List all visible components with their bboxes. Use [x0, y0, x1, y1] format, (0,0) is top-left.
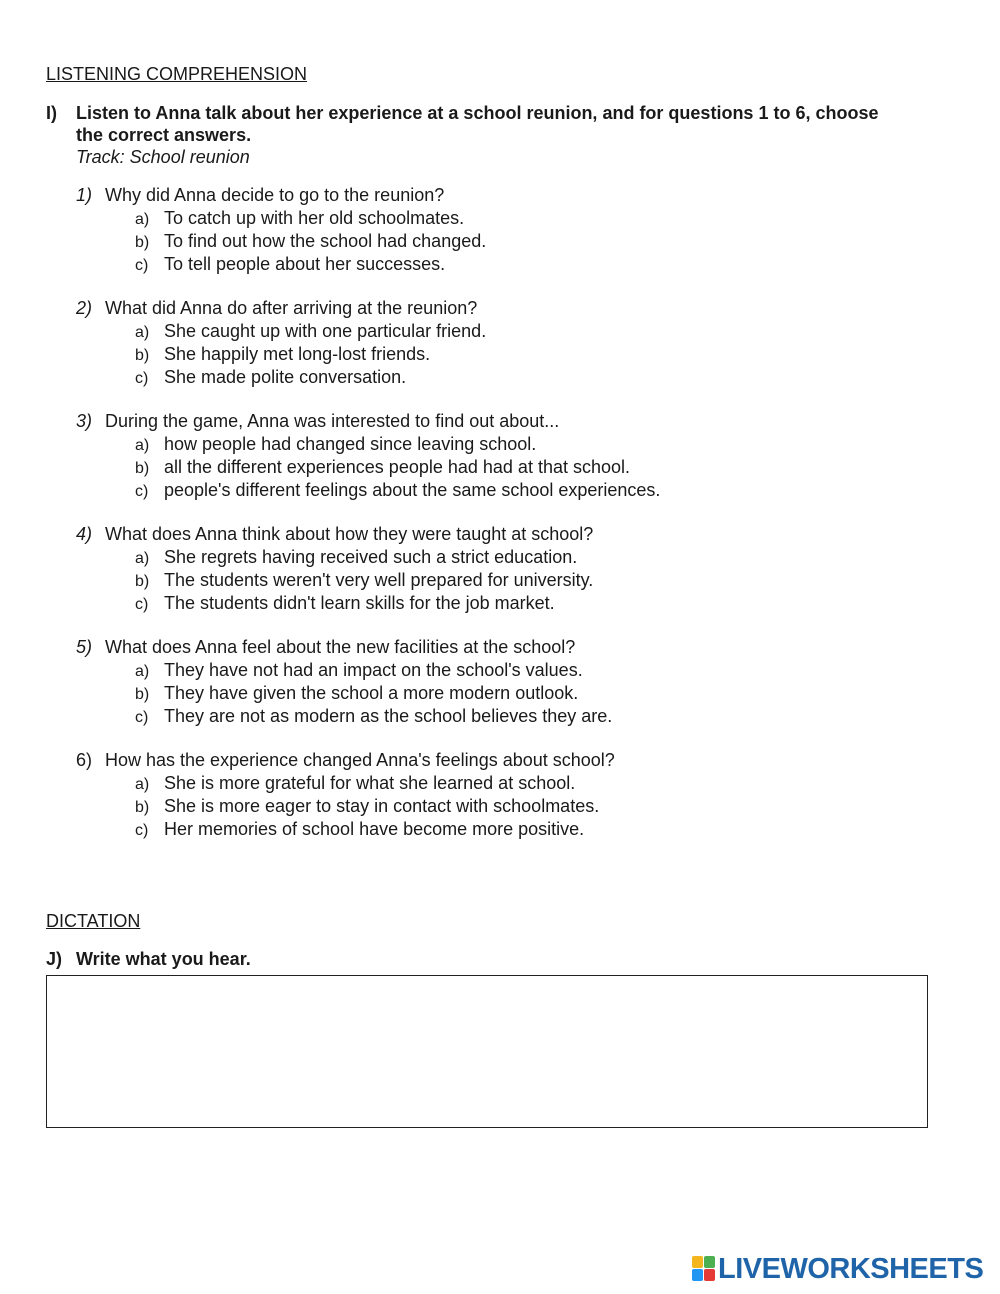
option-text: They are not as modern as the school believes they are. [164, 706, 613, 726]
option-letter: a) [135, 776, 150, 793]
option-letter: b) [135, 799, 150, 816]
option-c[interactable] [76, 253, 956, 276]
option-text: She is more grateful for what she learned at school. [164, 773, 576, 793]
option-a[interactable] [76, 659, 956, 682]
option-c[interactable] [76, 366, 956, 389]
question-text: What does Anna feel about the new facilities at the school? [105, 637, 576, 657]
listening-instruction [46, 102, 946, 168]
option-b[interactable] [76, 682, 956, 705]
option-text: She caught up with one particular friend. [164, 321, 487, 341]
question-number: 4) [76, 524, 93, 544]
question-number: 1) [76, 185, 93, 205]
question-2 [76, 297, 956, 389]
option-text: She happily met long-lost friends. [164, 344, 431, 364]
option-text: She made polite conversation. [164, 367, 407, 387]
question-list [76, 184, 956, 862]
option-text: The students weren't very well prepared for university. [164, 570, 594, 590]
question-number: 6) [76, 750, 93, 770]
option-letter: a) [135, 211, 150, 228]
question-4 [76, 523, 956, 615]
option-text: To find out how the school had changed. [164, 231, 487, 251]
listening-heading: LISTENING COMPREHENSION [46, 64, 308, 84]
option-text: She is more eager to stay in contact with schoolmates. [164, 796, 600, 816]
logo-text: LIVEWORKSHEETS [718, 1252, 984, 1285]
option-b[interactable] [76, 456, 956, 479]
option-letter: a) [135, 437, 150, 454]
option-letter: c) [135, 483, 149, 500]
logo-icon [692, 1256, 716, 1282]
option-letter: b) [135, 460, 150, 477]
liveworksheets-logo [692, 1254, 983, 1284]
option-letter: a) [135, 550, 150, 567]
option-text: all the different experiences people had had at that school. [164, 457, 630, 477]
question-number: 3) [76, 411, 93, 431]
option-letter: b) [135, 686, 150, 703]
option-text: To catch up with her old schoolmates. [164, 208, 465, 228]
question-text: What does Anna think about how they were taught at school? [105, 524, 594, 544]
option-letter: b) [135, 234, 150, 251]
question-text: How has the experience changed Anna's feelings about school? [105, 750, 615, 770]
option-letter: c) [135, 596, 149, 613]
option-letter: c) [135, 257, 149, 274]
question-number: 2) [76, 298, 93, 318]
option-letter: b) [135, 573, 150, 590]
option-text: Her memories of school have become more positive. [164, 819, 585, 839]
option-b[interactable] [76, 230, 956, 253]
option-a[interactable] [76, 320, 956, 343]
dictation-heading: DICTATION [46, 911, 141, 931]
option-letter: a) [135, 663, 150, 680]
dictation-instruction-text: Write what you hear. [76, 949, 251, 969]
question-3 [76, 410, 956, 502]
question-text: During the game, Anna was interested to find out about... [105, 411, 560, 431]
instruction-letter: I) [46, 103, 57, 123]
option-a[interactable] [76, 772, 956, 795]
option-letter: c) [135, 822, 149, 839]
question-1 [76, 184, 956, 276]
track-label: Track: School reunion [76, 147, 250, 167]
option-b[interactable] [76, 795, 956, 818]
option-letter: a) [135, 324, 150, 341]
question-text: What did Anna do after arriving at the reunion? [105, 298, 478, 318]
option-a[interactable] [76, 433, 956, 456]
option-c[interactable] [76, 705, 956, 728]
option-b[interactable] [76, 343, 956, 366]
option-letter: c) [135, 370, 149, 387]
option-text: The students didn't learn skills for the job market. [164, 593, 555, 613]
option-text: people's different feelings about the same school experiences. [164, 480, 661, 500]
instruction-line-1: Listen to Anna talk about her experience at a school reunion, and for questions 1 to 6, choose [76, 103, 879, 123]
instruction-line-2: the correct answers. [76, 125, 252, 145]
option-text: She regrets having received such a strict education. [164, 547, 578, 567]
option-c[interactable] [76, 592, 956, 615]
question-5 [76, 636, 956, 728]
option-a[interactable] [76, 207, 956, 230]
dictation-instruction [46, 948, 946, 970]
instruction-letter: J) [46, 949, 63, 969]
option-c[interactable] [76, 818, 956, 841]
dictation-answer-box[interactable] [46, 975, 928, 1128]
option-text: They have given the school a more modern outlook. [164, 683, 579, 703]
option-letter: b) [135, 347, 150, 364]
option-text: To tell people about her successes. [164, 254, 446, 274]
option-text: how people had changed since leaving school. [164, 434, 537, 454]
question-6 [76, 749, 956, 841]
option-text: They have not had an impact on the school's values. [164, 660, 583, 680]
option-a[interactable] [76, 546, 956, 569]
option-b[interactable] [76, 569, 956, 592]
question-text: Why did Anna decide to go to the reunion? [105, 185, 445, 205]
option-letter: c) [135, 709, 149, 726]
question-number: 5) [76, 637, 93, 657]
option-c[interactable] [76, 479, 956, 502]
